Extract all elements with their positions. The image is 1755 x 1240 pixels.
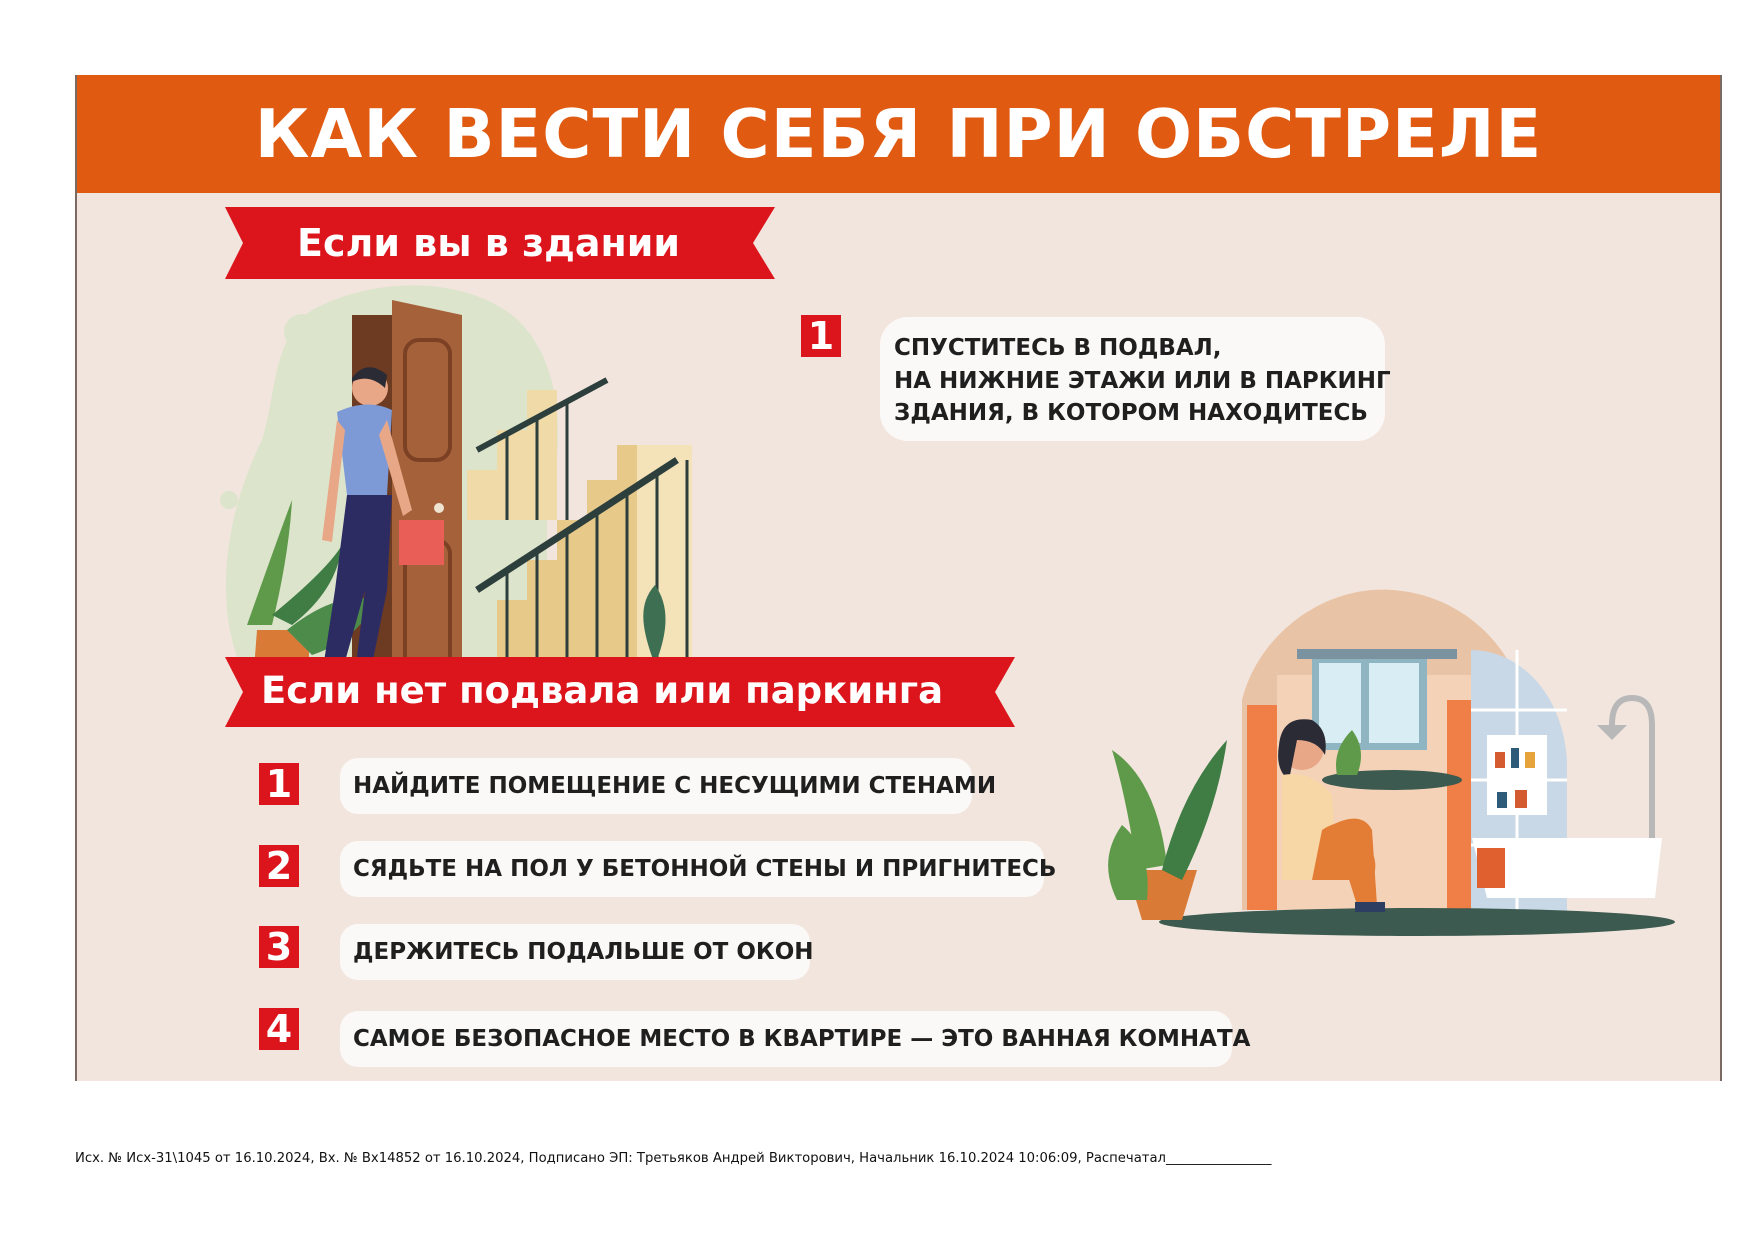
document-footer: Исх. № Исх-31\1045 от 16.10.2024, Вх. № Вх14852 от 16.10.2024, Подписано ЭП: Третьяков Андрей Викторович, Начальник 16.10.2024 10:06:09, Распечатал________________ <box>75 1151 1272 1166</box>
step-number-badge: 2 <box>259 845 299 887</box>
poster-header <box>77 75 1720 193</box>
section-no-basement-heading: Если нет подвала или паркинга <box>261 669 944 712</box>
poster <box>75 75 1722 1081</box>
poster-title: КАК ВЕСТИ СЕБЯ ПРИ ОБСТРЕЛЕ <box>254 95 1543 173</box>
instruction-box <box>340 841 1057 897</box>
instruction-text: САМОЕ БЕЗОПАСНОЕ МЕСТО В КВАРТИРЕ — ЭТО ВАННАЯ КОМНАТА <box>353 1026 1251 1052</box>
section-building-heading: Если вы в здании <box>297 221 681 265</box>
instruction-text: НАЙДИТЕ ПОМЕЩЕНИЕ С НЕСУЩИМИ СТЕНАМИ <box>353 773 997 799</box>
instruction-text: ДЕРЖИТЕСЬ ПОДАЛЬШЕ ОТ ОКОН <box>353 939 814 965</box>
step-number-badge: 1 <box>801 315 841 357</box>
instruction-line: ЗДАНИЯ, В КОТОРОМ НАХОДИТЕСЬ <box>894 400 1368 426</box>
instruction-line: СПУСТИТЕСЬ В ПОДВАЛ, <box>894 335 1222 361</box>
step-number-badge: 1 <box>259 763 299 805</box>
instruction-box <box>340 1011 1251 1067</box>
instruction-text: СЯДЬТЕ НА ПОЛ У БЕТОННОЙ СТЕНЫ И ПРИГНИТЕСЬ <box>353 856 1057 882</box>
instruction-line: НА НИЖНИЕ ЭТАЖИ ИЛИ В ПАРКИНГ <box>894 368 1391 394</box>
instruction-box <box>340 758 997 814</box>
bathroom-illustration <box>1107 580 1677 1020</box>
section-no-basement-ribbon <box>225 657 1015 727</box>
step-number-badge: 3 <box>259 926 299 968</box>
section-building-ribbon <box>225 207 775 279</box>
step-number-badge: 4 <box>259 1008 299 1050</box>
instruction-box <box>880 317 1391 441</box>
instruction-box <box>340 924 814 980</box>
